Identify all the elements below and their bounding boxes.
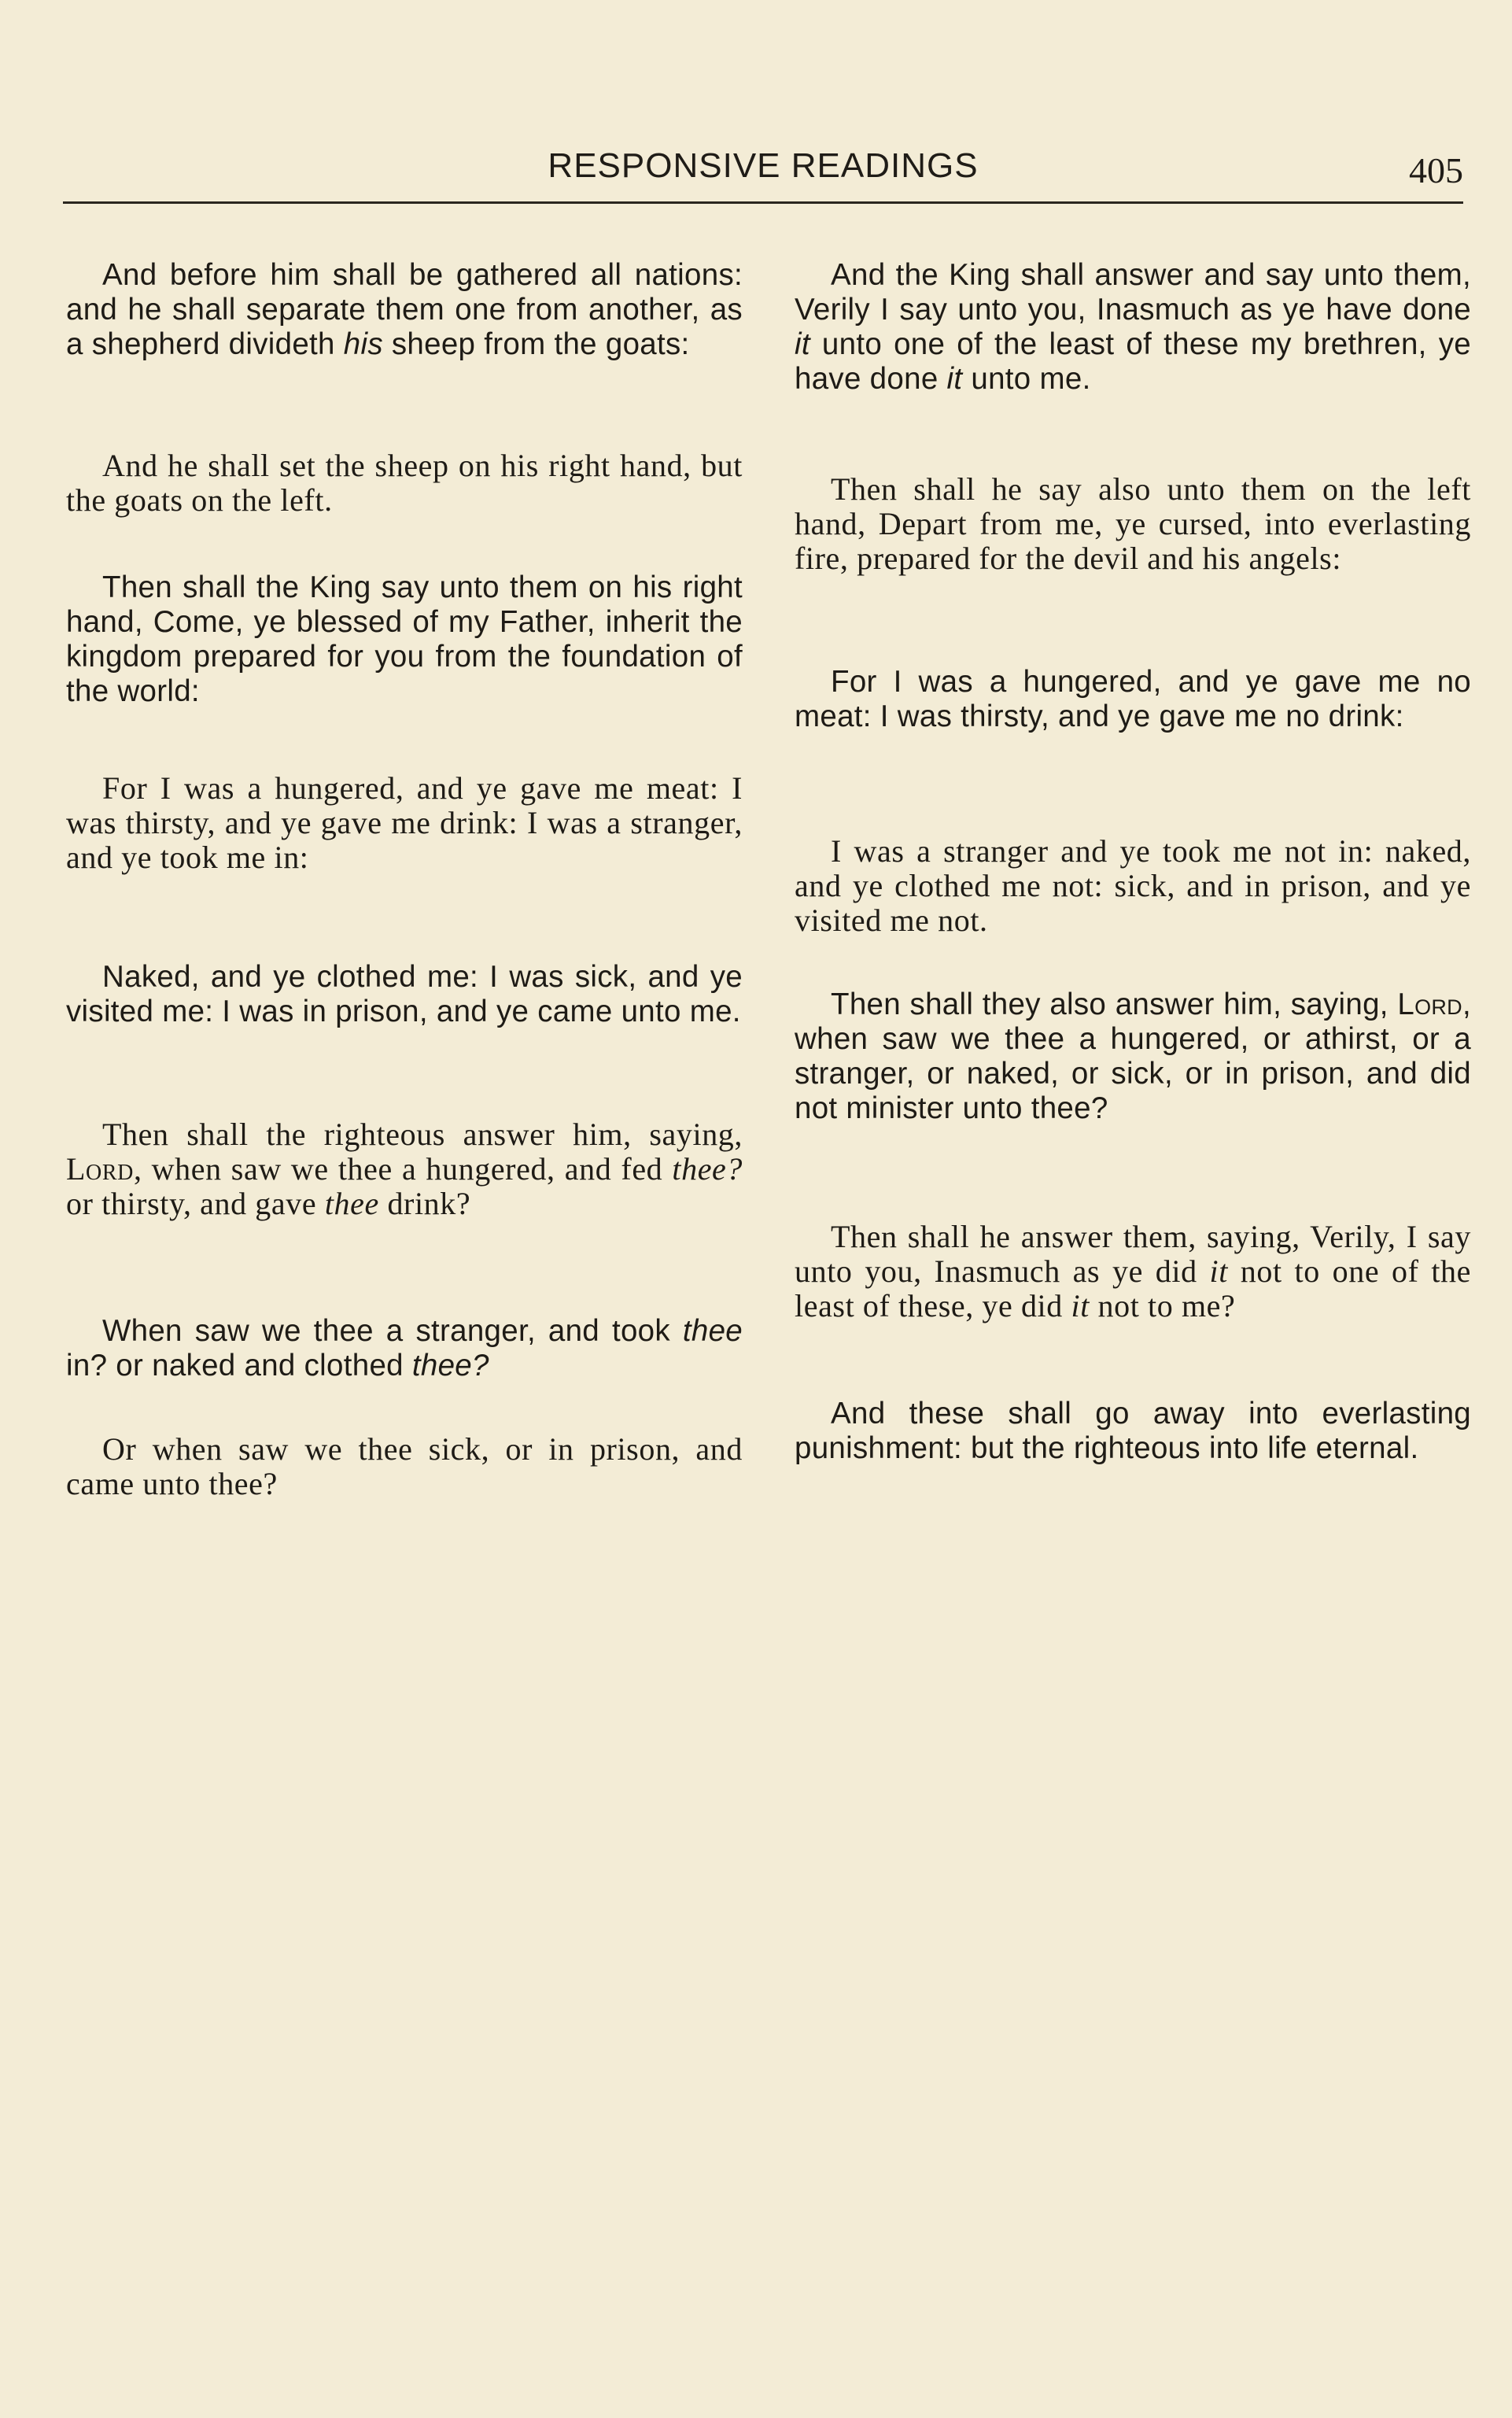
- paragraph-text: Then shall he say also unto them on the left hand, Depart from me, ye cursed, into everlasting fire, prepared for the devil and his angels:: [795, 471, 1471, 576]
- reading-paragraph: [795, 472, 1471, 576]
- reading-paragraph: [795, 665, 1471, 734]
- reading-paragraph: [795, 1397, 1471, 1466]
- paragraph-text: Then shall he answer them, saying, Verily, I say unto you, Inasmuch as ye did: [795, 1219, 1471, 1289]
- italic-text: thee?: [411, 1349, 489, 1383]
- reading-paragraph: [66, 1117, 743, 1221]
- paragraph-text: I was a stranger and ye took me not in: naked, and ye clothed me not: sick, and in prison, and ye visited me not.: [795, 833, 1471, 938]
- paragraph-text: unto me.: [962, 362, 1091, 396]
- paragraph-text: When saw we thee a stranger, and took: [102, 1314, 683, 1348]
- paragraph-text: sheep from the goats:: [382, 327, 690, 361]
- page-header: [63, 142, 1463, 189]
- reading-paragraph: [66, 1432, 743, 1501]
- paragraph-text: unto one of the least of these my brethren, ye have done: [795, 327, 1471, 396]
- reading-paragraph: [795, 258, 1471, 397]
- paragraph-text: Naked, and ye clothed me: I was sick, and ye visited me: I was in prison, and ye came unto me.: [66, 960, 743, 1028]
- italic-text: thee?: [672, 1151, 743, 1187]
- paragraph-text: drink?: [378, 1186, 471, 1221]
- italic-text: thee: [682, 1314, 743, 1348]
- reading-paragraph: [66, 258, 743, 362]
- paragraph-text: Or when saw we thee sick, or in prison, and came unto thee?: [66, 1431, 743, 1501]
- italic-text: it: [946, 362, 963, 396]
- small-caps-text: Lord: [1397, 988, 1462, 1021]
- paragraph-text: And before him shall be gathered all nations: and he shall separate them one from another, as a shepherd divideth: [66, 258, 743, 361]
- reading-paragraph: [66, 449, 743, 518]
- reading-paragraph: [795, 1220, 1471, 1323]
- reading-paragraph: [66, 960, 743, 1029]
- paragraph-text: in? or naked and clothed: [66, 1349, 412, 1383]
- paragraph-text: , when saw we thee a hungered, and fed: [133, 1151, 673, 1187]
- paragraph-text: And these shall go away into everlasting punishment: but the righteous into life eternal.: [795, 1397, 1471, 1465]
- paragraph-text: For I was a hungered, and ye gave me meat: I was thirsty, and ye gave me drink: I was a stranger, and ye took me in:: [66, 770, 743, 875]
- paragraph-text: or thirsty, and gave: [66, 1186, 325, 1221]
- paragraph-text: Then shall the righteous answer him, saying,: [102, 1117, 743, 1152]
- page-number: 405: [1409, 150, 1463, 190]
- reading-paragraph: [66, 771, 743, 875]
- paragraph-text: For I was a hungered, and ye gave me no meat: I was thirsty, and ye gave me no drink:: [795, 665, 1471, 733]
- paragraph-text: Then shall they also answer him, saying,: [831, 988, 1398, 1021]
- paragraph-text: And the King shall answer and say unto them, Verily I say unto you, Inasmuch as ye have done: [795, 258, 1471, 327]
- italic-text: thee: [324, 1186, 379, 1221]
- italic-text: it: [795, 327, 810, 361]
- paragraph-text: , when saw we thee a hungered, or athirst, or a stranger, or naked, or sick, or in prison, and did not minister unto thee?: [795, 988, 1471, 1125]
- paragraph-text: not to one of the least of these, ye did: [795, 1253, 1472, 1323]
- paragraph-text: And he shall set the sheep on his right hand, but the goats on the left.: [66, 448, 743, 518]
- italic-text: his: [343, 327, 383, 361]
- reading-paragraph: [66, 1314, 743, 1383]
- italic-text: it: [1071, 1288, 1090, 1323]
- italic-text: it: [1209, 1253, 1228, 1289]
- header-rule: [63, 201, 1463, 204]
- reading-paragraph: [795, 834, 1471, 938]
- reading-paragraph: [795, 988, 1471, 1126]
- paragraph-text: not to me?: [1089, 1288, 1236, 1323]
- running-title: RESPONSIVE READINGS: [548, 146, 979, 185]
- small-caps-text: Lord: [66, 1151, 134, 1187]
- reading-paragraph: [66, 570, 743, 709]
- paragraph-text: Then shall the King say unto them on his right hand, Come, ye blessed of my Father, inherit the kingdom prepared for you from the foundation of the world:: [66, 570, 743, 708]
